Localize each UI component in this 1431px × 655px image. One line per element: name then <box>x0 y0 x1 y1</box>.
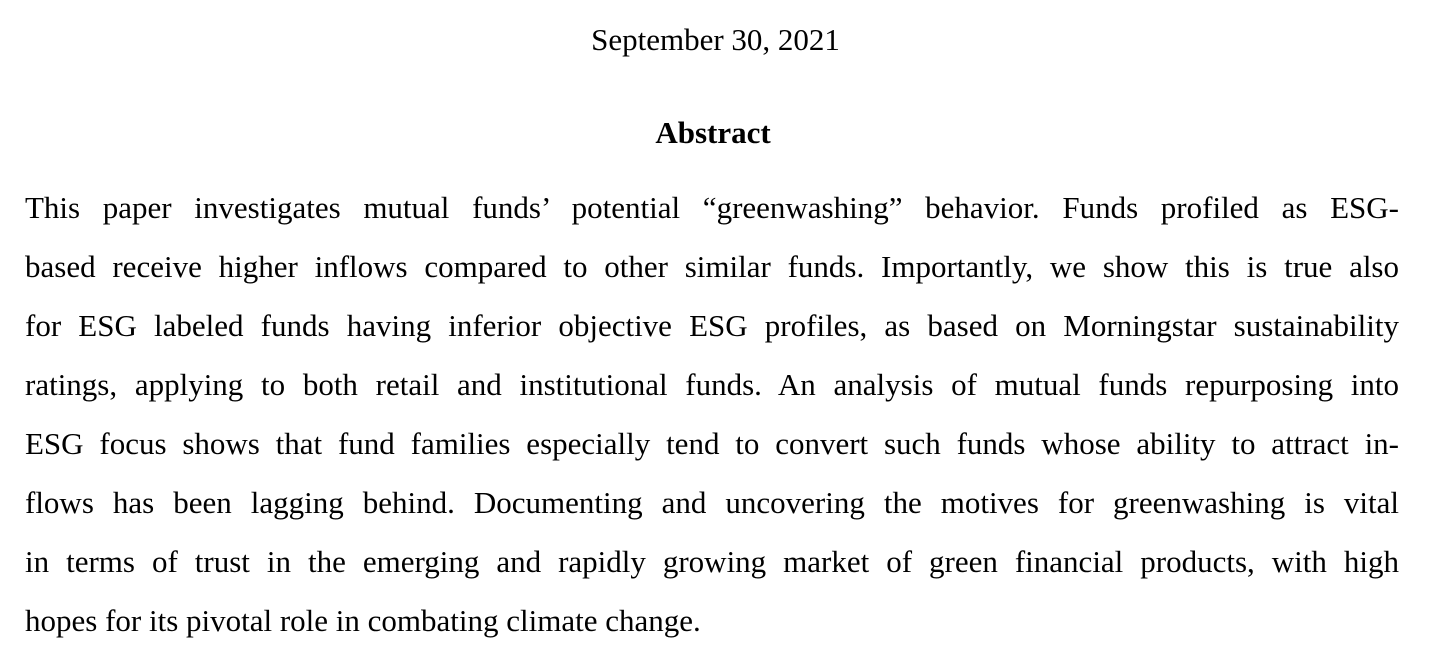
abstract-line: for ESG labeled funds having inferior objective ESG profiles, as based on Morningstar sustainability <box>25 308 1399 343</box>
abstract-line: ESG focus shows that fund families especially tend to convert such funds whose ability to attract in- <box>25 426 1399 461</box>
abstract-line: ratings, applying to both retail and institutional funds. An analysis of mutual funds repurposing into <box>25 367 1399 402</box>
abstract-heading: Abstract <box>655 115 771 150</box>
abstract-line: flows has been lagging behind. Documenting and uncovering the motives for greenwashing is vital <box>25 485 1399 520</box>
abstract-line: in terms of trust in the emerging and rapidly growing market of green financial products, with high <box>25 544 1399 579</box>
abstract-line: This paper investigates mutual funds’ potential “greenwashing” behavior. Funds profiled as ESG- <box>25 190 1399 225</box>
abstract-line: hopes for its pivotal role in combating climate change. <box>25 603 701 638</box>
abstract-line: based receive higher inflows compared to other similar funds. Importantly, we show this is true also <box>25 249 1399 284</box>
abstract-body <box>25 178 1399 650</box>
paper-date: September 30, 2021 <box>591 22 840 57</box>
